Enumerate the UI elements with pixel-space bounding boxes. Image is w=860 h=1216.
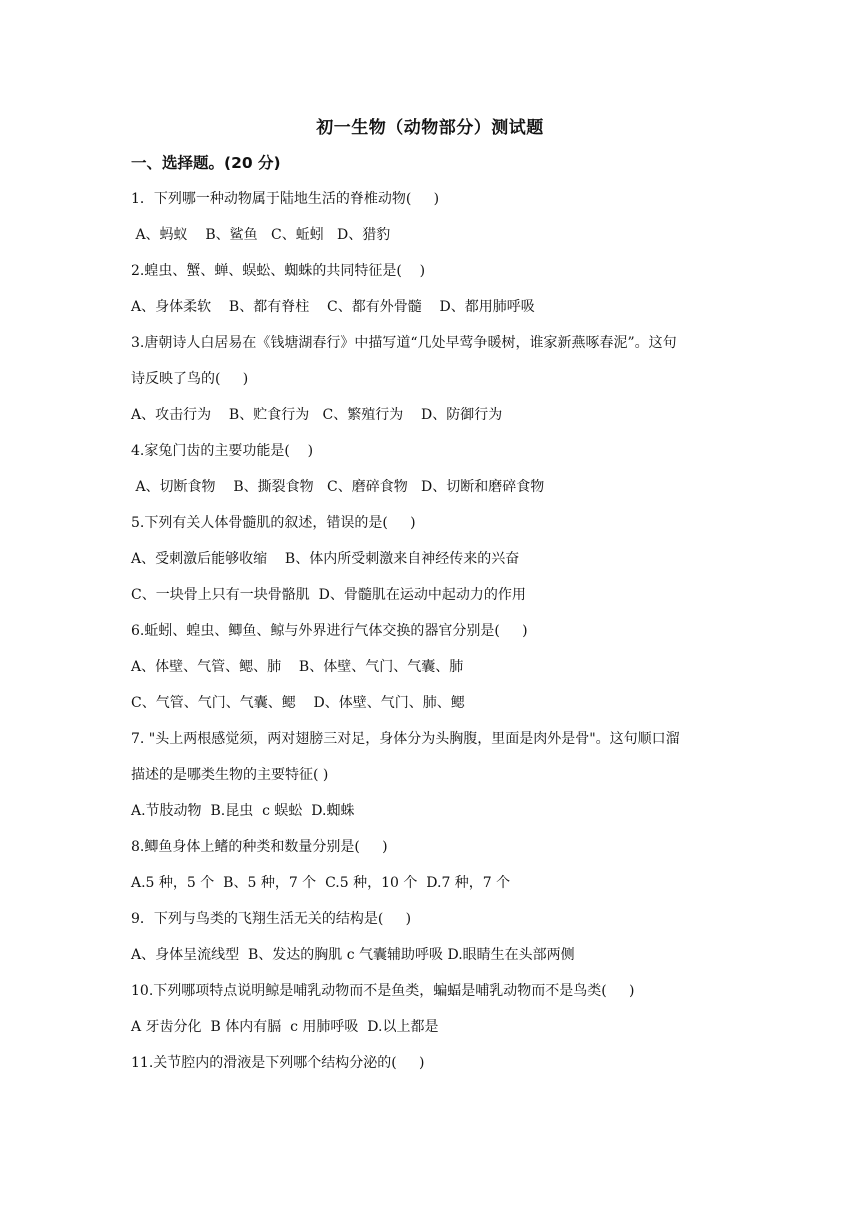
question-1-options: A、蚂蚁 B、鲨鱼 C、蚯蚓 D、猎豹 xyxy=(131,227,391,243)
question-9: 9．下列与鸟类的飞翔生活无关的结构是( ) xyxy=(131,911,412,927)
question-3-cont: 诗反映了鸟的( ) xyxy=(131,371,249,387)
section-heading: 一、选择题。(20 分) xyxy=(131,154,281,172)
page-title: 初一生物（动物部分）测试题 xyxy=(316,118,544,138)
question-10: 10.下列哪项特点说明鲸是哺乳动物而不是鱼类，蝙蝠是哺乳动物而不是鸟类( ) xyxy=(131,983,635,999)
question-10-options: A 牙齿分化 B 体内有膈 c 用肺呼吸 D.以上都是 xyxy=(131,1019,439,1035)
question-6-options-cd: C、气管、气门、气囊、鳃 D、体壁、气门、肺、鳃 xyxy=(131,695,465,711)
question-4: 4.家兔门齿的主要功能是( ) xyxy=(131,443,314,459)
question-2: 2.蝗虫、蟹、蝉、蜈蚣、蜘蛛的共同特征是( ) xyxy=(131,263,426,279)
question-1: 1．下列哪一种动物属于陆地生活的脊椎动物( ) xyxy=(131,191,440,207)
question-3: 3.唐朝诗人白居易在《钱塘湖春行》中描写道“几处早莺争暖树，谁家新燕啄春泥”。这句 xyxy=(131,335,677,351)
question-6: 6.蚯蚓、蝗虫、鲫鱼、鲸与外界进行气体交换的器官分别是( ) xyxy=(131,623,528,639)
question-9-options: A、身体呈流线型 B、发达的胸肌 c 气囊辅助呼吸 D.眼睛生在头部两侧 xyxy=(131,947,575,963)
question-4-options: A、切断食物 B、撕裂食物 C、磨碎食物 D、切断和磨碎食物 xyxy=(131,479,545,495)
question-2-options: A、身体柔软 B、都有脊柱 C、都有外骨髓 D、都用肺呼吸 xyxy=(131,299,535,315)
question-6-options-ab: A、体壁、气管、鳃、肺 B、体壁、气门、气囊、肺 xyxy=(131,659,464,675)
question-3-options: A、攻击行为 B、贮食行为 C、繁殖行为 D、防御行为 xyxy=(131,407,503,423)
question-8: 8.鲫鱼身体上鳍的种类和数量分别是( ) xyxy=(131,839,388,855)
question-7-options: A.节肢动物 B.昆虫 c 蜈蚣 D.蜘蛛 xyxy=(131,803,355,819)
question-8-options: A.5 种，5 个 B、5 种，7 个 C.5 种，10 个 D.7 种，7 个 xyxy=(131,875,511,891)
question-5-options-ab: A、受刺激后能够收缩 B、体内所受刺激来自神经传来的兴奋 xyxy=(131,551,520,567)
question-5-options-cd: C、一块骨上只有一块骨骼肌 D、骨髓肌在运动中起动力的作用 xyxy=(131,587,526,603)
question-7-cont: 描述的是哪类生物的主要特征( ) xyxy=(131,767,329,783)
question-5: 5.下列有关人体骨髓肌的叙述，错误的是( ) xyxy=(131,515,416,531)
question-7: 7. "头上两根感觉须，两对翅膀三对足，身体分为头胸腹，里面是肉外是骨"。这句顺口溜 xyxy=(131,731,680,747)
question-11: 11.关节腔内的滑液是下列哪个结构分泌的( ) xyxy=(131,1055,425,1071)
